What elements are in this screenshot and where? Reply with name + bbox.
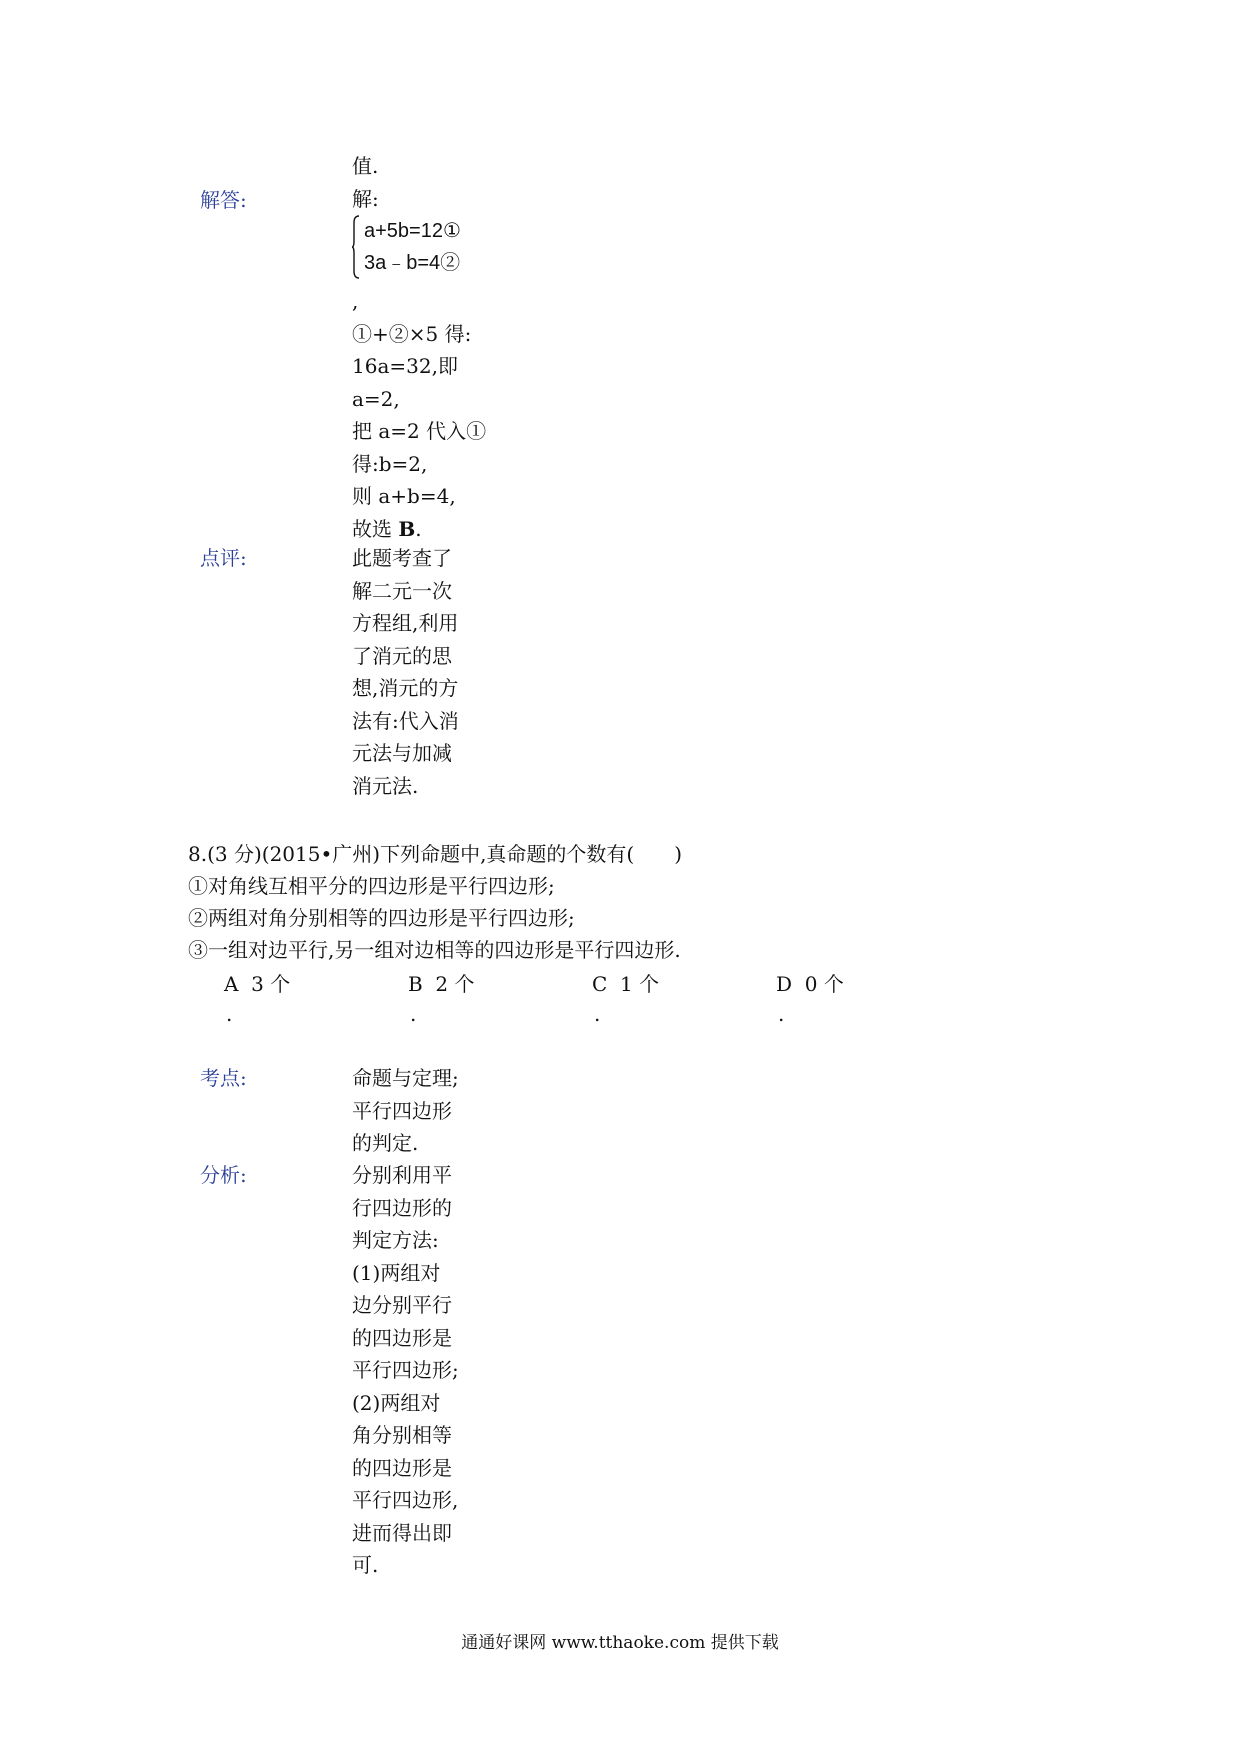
fenxi-line: 的四边形是 [352, 1455, 452, 1480]
fenxi-line: 的四边形是 [352, 1325, 452, 1350]
question-stem: 8.(3 分)(2015•广州)下列命题中,真命题的个数有( ) [188, 842, 683, 866]
comment-line: 想,消元的方 [352, 676, 459, 700]
fenxi-line: 分别利用平 [352, 1163, 452, 1187]
kaodian-line: 平行四边形 [352, 1098, 452, 1123]
comment-line: 解二元一次 [352, 578, 452, 603]
option-dot: . [226, 1002, 233, 1026]
option-dot: . [410, 1002, 417, 1026]
prev-tail: 值. [352, 154, 379, 178]
solution-step: ①+②×5 得: [352, 321, 472, 346]
comment-line: 此题考查了 [352, 546, 452, 570]
page-footer[interactable]: 通通好课网 www.tthaoke.com 提供下载 [461, 1633, 779, 1653]
fenxi-line: 可. [352, 1553, 379, 1577]
kaodian-line: 的判定. [352, 1131, 419, 1155]
fenxi-line: 平行四边形; [352, 1358, 459, 1382]
option-letter: A [224, 972, 239, 996]
solution-step: 得:b=2, [352, 451, 428, 476]
equation-2: 3a﹣b=4② [364, 252, 461, 274]
fenxi-line: (2)两组对 [352, 1390, 441, 1415]
statement: ③一组对边平行,另一组对边相等的四边形是平行四边形. [188, 938, 681, 962]
statement: ①对角线互相平分的四边形是平行四边形; [188, 874, 555, 898]
fenxi-line: 判定方法: [352, 1228, 439, 1252]
brace-icon [352, 215, 360, 279]
equation-system [352, 215, 486, 285]
fenxi-line: 进而得出即 [352, 1520, 452, 1545]
fenxi-line: 行四边形的 [352, 1195, 452, 1220]
fenxi-label: 分析: [200, 1163, 247, 1187]
prev-answer-column [352, 150, 486, 545]
option-text: 3 个 [251, 972, 291, 996]
option-letter: B [408, 972, 423, 996]
option-dot: . [778, 1002, 785, 1026]
solution-step: 则 a+b=4, [352, 484, 456, 508]
option-a[interactable] [224, 968, 290, 1000]
option-dot: . [594, 1002, 601, 1026]
comment-line: 方程组,利用 [352, 611, 459, 635]
option-letter: D [776, 972, 793, 996]
kaodian-label: 考点: [200, 1066, 247, 1090]
kaodian-column [352, 1062, 459, 1160]
option-b[interactable] [408, 968, 475, 1000]
comment-column [352, 542, 459, 802]
option-letter: C [592, 972, 608, 996]
kaodian-line: 命题与定理; [352, 1066, 459, 1090]
comment-line: 了消元的思 [352, 643, 452, 668]
solution-step: 把 a=2 代入① [352, 419, 487, 443]
choose-suffix: . [415, 516, 422, 541]
solution-step: 16a=32,即 [352, 354, 458, 378]
option-text: 0 个 [804, 972, 844, 996]
fenxi-line: 平行四边形, [352, 1488, 459, 1512]
fenxi-line: 角分别相等 [352, 1423, 452, 1447]
choose-prefix: 故选 [352, 516, 399, 541]
answer-letter: B [398, 516, 416, 541]
comment-line: 消元法. [352, 773, 419, 798]
option-d[interactable] [776, 968, 844, 1000]
equation-1: a+5b=12① [364, 220, 461, 242]
fenxi-line: (1)两组对 [352, 1260, 441, 1285]
option-c[interactable] [592, 968, 659, 1000]
fenxi-line: 边分别平行 [352, 1293, 452, 1317]
comment-line: 元法与加减 [352, 741, 452, 765]
statement: ②两组对角分别相等的四边形是平行四边形; [188, 906, 575, 930]
comment-label: 点评: [200, 546, 247, 570]
comment-line: 法有:代入消 [352, 708, 459, 733]
answer-line: 解: [352, 186, 379, 211]
choose-line [352, 513, 486, 546]
answer-label: 解答: [200, 188, 247, 212]
solution-step: , [352, 289, 359, 313]
option-text: 2 个 [435, 972, 475, 996]
fenxi-column [352, 1159, 459, 1582]
solution-step: a=2, [352, 386, 400, 411]
option-text: 1 个 [620, 972, 660, 996]
